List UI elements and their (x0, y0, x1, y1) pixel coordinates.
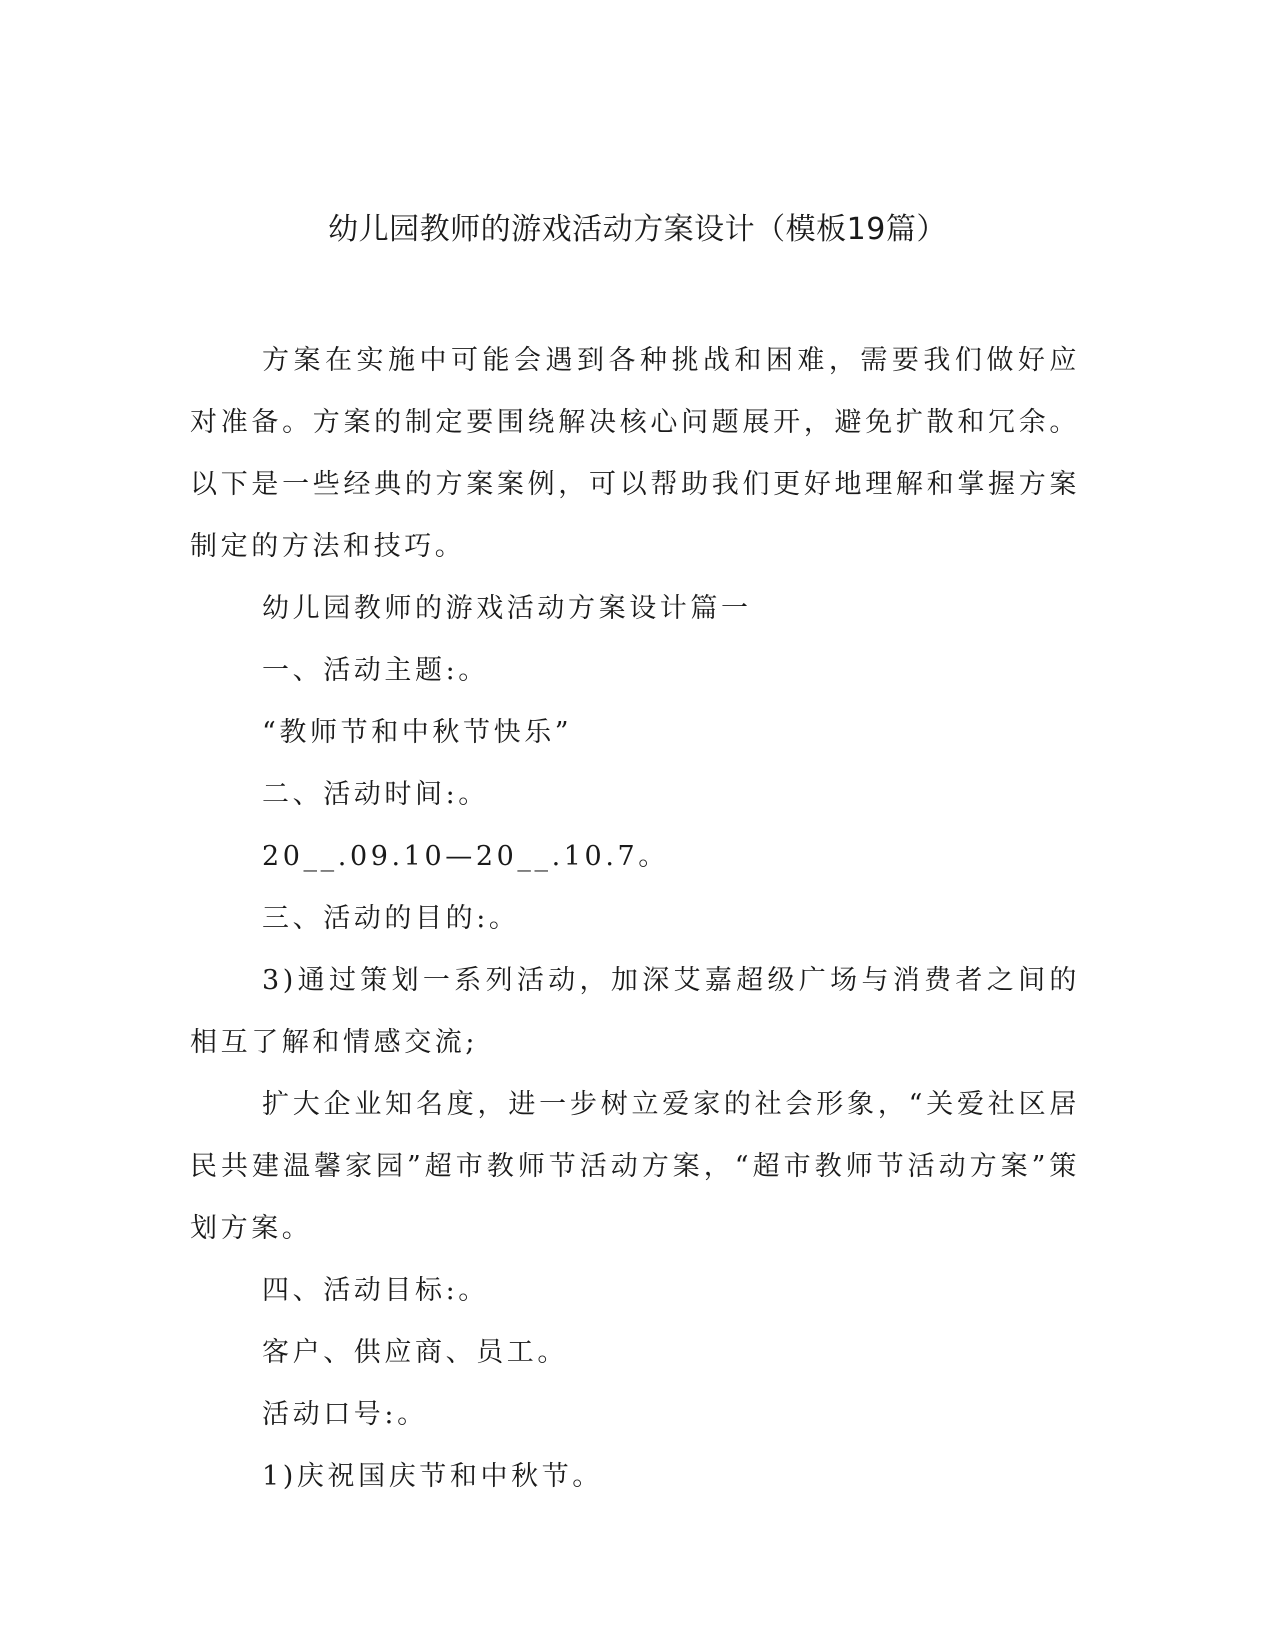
target-text: 客户、供应商、员工。 (262, 1337, 568, 1368)
item-heading-purpose: 三、活动的目的:。 (262, 903, 520, 934)
intro-paragraph: 方案在实施中可能会遇到各种挑战和困难，需要我们做好应对准备。方案的制定要围绕解决核心问题展开，避免扩散和冗余。以下是一些经典的方案案例，可以帮助我们更好地理解和掌握方案制定的方法和技巧。 (190, 345, 1080, 562)
theme-text: “教师节和中秋节快乐” (262, 717, 573, 748)
slogan-text: 1)庆祝国庆节和中秋节。 (262, 1461, 603, 1492)
purpose-text-1: 3)通过策划一系列活动，加深艾嘉超级广场与消费者之间的相互了解和情感交流; (190, 965, 1080, 1058)
item-heading-target: 四、活动目标:。 (262, 1275, 489, 1306)
slogan-heading: 活动口号:。 (262, 1399, 428, 1430)
document-title: 幼儿园教师的游戏活动方案设计（模板19篇） (328, 212, 947, 247)
time-text: 20__.09.10—20__.10.7。 (262, 841, 669, 872)
item-heading-theme: 一、活动主题:。 (262, 655, 489, 686)
section-heading: 幼儿园教师的游戏活动方案设计篇一 (262, 593, 752, 624)
purpose-text-2: 扩大企业知名度，进一步树立爱家的社会形象，“关爱社区居民共建温馨家园”超市教师节活动方案，“超市教师节活动方案”策划方案。 (190, 1089, 1080, 1244)
document-body (190, 330, 1080, 1508)
item-heading-time: 二、活动时间:。 (262, 779, 489, 810)
